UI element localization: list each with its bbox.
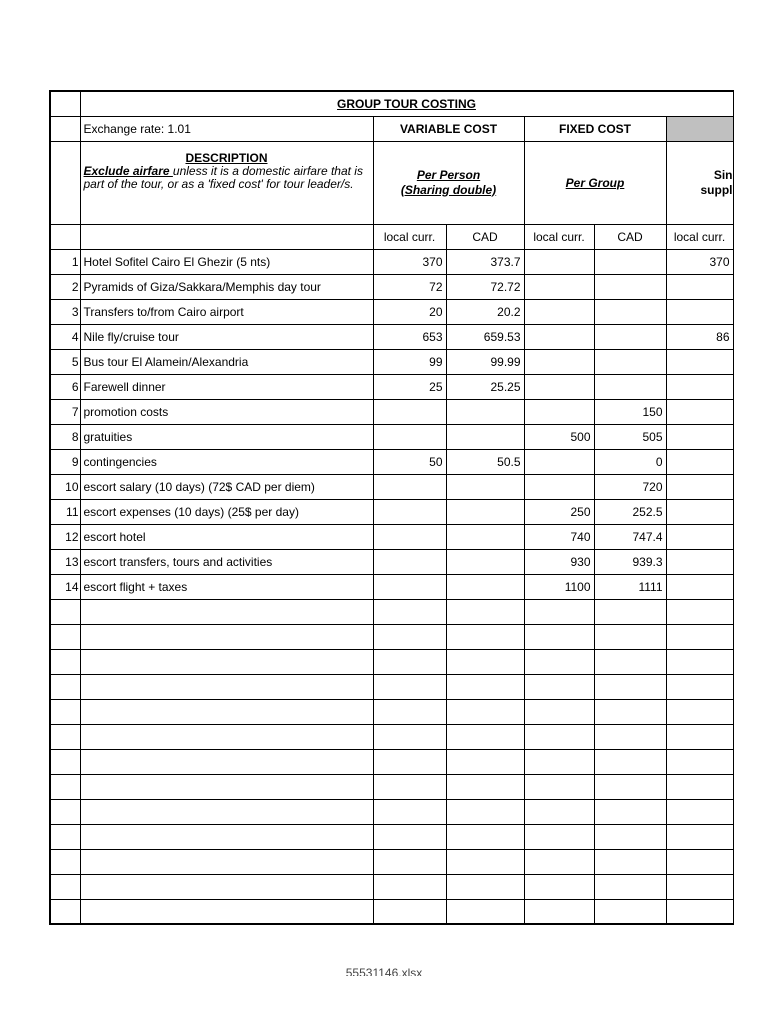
empty-cell[interactable] [80, 674, 373, 699]
per-person-local[interactable] [373, 549, 446, 574]
empty-cell[interactable] [373, 874, 446, 899]
sharing-double-label: (Sharing double) [400, 182, 497, 197]
empty-cell[interactable] [80, 699, 373, 724]
costing-table [49, 90, 734, 925]
empty-cell[interactable] [80, 899, 373, 924]
subheader-cad: CAD [594, 224, 666, 249]
single-label-line1: Sin [713, 167, 733, 182]
table-row [50, 424, 733, 449]
per-group-local[interactable]: 930 [524, 549, 594, 574]
per-person-cad[interactable] [446, 524, 524, 549]
empty-cell[interactable] [524, 874, 594, 899]
per-group-cad[interactable]: 0 [594, 449, 666, 474]
row-number[interactable]: 10 [50, 474, 80, 499]
per-person-local[interactable]: 99 [373, 349, 446, 374]
description-note: unless it is a domestic airfare that is part of the tour, or as a 'fixed cost' for tour leader/s. [83, 163, 363, 191]
single-supplement-local[interactable] [666, 524, 733, 549]
empty-cell[interactable] [446, 749, 524, 774]
per-group-local[interactable] [524, 449, 594, 474]
empty-cell[interactable] [666, 674, 733, 699]
empty-cell[interactable] [446, 849, 524, 874]
empty-cell[interactable] [666, 899, 733, 924]
empty-cell[interactable] [446, 899, 524, 924]
per-group-local[interactable]: 740 [524, 524, 594, 549]
empty-row [50, 774, 733, 799]
per-person-cad[interactable]: 72.72 [446, 274, 524, 299]
item-description[interactable]: contingencies [80, 449, 373, 474]
row-number[interactable]: 3 [50, 299, 80, 324]
empty-cell[interactable] [666, 824, 733, 849]
empty-cell[interactable] [594, 624, 666, 649]
item-description[interactable]: promotion costs [80, 399, 373, 424]
per-person-cad[interactable]: 20.2 [446, 299, 524, 324]
empty-cell[interactable] [80, 874, 373, 899]
per-person-local[interactable] [373, 524, 446, 549]
empty-cell[interactable] [594, 874, 666, 899]
per-person-cad[interactable] [446, 574, 524, 599]
empty-cell[interactable] [50, 724, 80, 749]
empty-cell[interactable] [373, 849, 446, 874]
empty-cell[interactable] [666, 699, 733, 724]
empty-cell[interactable] [80, 624, 373, 649]
empty-cell[interactable] [50, 824, 80, 849]
per-person-header [373, 141, 524, 224]
subheader-blank-cell [80, 224, 373, 249]
item-description[interactable]: gratuities [80, 424, 373, 449]
empty-cell[interactable] [373, 624, 446, 649]
sheet-title: GROUP TOUR COSTING [80, 91, 733, 116]
empty-cell[interactable] [594, 899, 666, 924]
table-row [50, 574, 733, 599]
empty-cell[interactable] [524, 749, 594, 774]
single-supplement-local[interactable] [666, 549, 733, 574]
single-label-line2: suppl [700, 182, 733, 197]
empty-cell[interactable] [50, 899, 80, 924]
per-person-cad[interactable]: 373.7 [446, 249, 524, 274]
empty-cell[interactable] [524, 599, 594, 624]
per-group-cad[interactable]: 1111 [594, 574, 666, 599]
empty-cell[interactable] [373, 699, 446, 724]
per-group-local[interactable] [524, 274, 594, 299]
empty-cell[interactable] [446, 774, 524, 799]
empty-row [50, 674, 733, 699]
single-supplement-local[interactable] [666, 374, 733, 399]
empty-cell[interactable] [80, 774, 373, 799]
empty-cell[interactable] [446, 799, 524, 824]
per-group-local[interactable]: 1100 [524, 574, 594, 599]
empty-cell[interactable] [524, 899, 594, 924]
empty-cell[interactable] [373, 799, 446, 824]
empty-row [50, 799, 733, 824]
per-person-label: Per Person [416, 167, 481, 182]
empty-cell[interactable] [524, 624, 594, 649]
empty-cell[interactable] [666, 874, 733, 899]
empty-cell[interactable] [50, 649, 80, 674]
row-number[interactable]: 4 [50, 324, 80, 349]
empty-row [50, 724, 733, 749]
per-person-local[interactable] [373, 574, 446, 599]
per-group-local[interactable] [524, 324, 594, 349]
per-group-cad[interactable] [594, 249, 666, 274]
empty-cell[interactable] [373, 649, 446, 674]
row-number[interactable]: 11 [50, 499, 80, 524]
row-number[interactable]: 7 [50, 399, 80, 424]
empty-cell[interactable] [446, 624, 524, 649]
empty-cell[interactable] [524, 849, 594, 874]
per-group-local[interactable]: 250 [524, 499, 594, 524]
single-supplement-local[interactable] [666, 424, 733, 449]
empty-cell[interactable] [666, 849, 733, 874]
row-index-cell [50, 224, 80, 249]
single-supplement-local[interactable] [666, 574, 733, 599]
row-number[interactable]: 5 [50, 349, 80, 374]
per-group-cad[interactable] [594, 299, 666, 324]
empty-cell[interactable] [80, 749, 373, 774]
empty-cell[interactable] [373, 824, 446, 849]
variable-cost-header: VARIABLE COST [373, 116, 524, 141]
single-supplement-local[interactable] [666, 449, 733, 474]
empty-cell[interactable] [50, 849, 80, 874]
table-row [50, 549, 733, 574]
row-number[interactable]: 13 [50, 549, 80, 574]
row-index-cell [50, 141, 80, 224]
empty-cell[interactable] [594, 799, 666, 824]
empty-row [50, 849, 733, 874]
per-group-cad[interactable]: 505 [594, 424, 666, 449]
empty-row [50, 649, 733, 674]
table-row [50, 299, 733, 324]
item-description[interactable]: Bus tour El Alamein/Alexandria [80, 349, 373, 374]
per-person-cad[interactable] [446, 549, 524, 574]
item-description[interactable]: Hotel Sofitel Cairo El Ghezir (5 nts) [80, 249, 373, 274]
empty-cell[interactable] [80, 599, 373, 624]
empty-cell[interactable] [524, 774, 594, 799]
table-row [50, 274, 733, 299]
per-person-local[interactable]: 25 [373, 374, 446, 399]
empty-row [50, 624, 733, 649]
per-person-local[interactable] [373, 499, 446, 524]
empty-cell[interactable] [50, 674, 80, 699]
row-index-cell [50, 116, 80, 141]
per-person-cad[interactable]: 99.99 [446, 349, 524, 374]
grey-header-cell [666, 116, 733, 141]
file-name-footer: 55531146.xlsx [345, 966, 423, 976]
per-person-cad[interactable] [446, 399, 524, 424]
per-person-local[interactable] [373, 474, 446, 499]
empty-cell[interactable] [373, 774, 446, 799]
empty-cell[interactable] [594, 749, 666, 774]
subheader-local-curr: local curr. [373, 224, 446, 249]
row-number[interactable]: 6 [50, 374, 80, 399]
empty-cell[interactable] [373, 599, 446, 624]
per-person-cad[interactable] [446, 499, 524, 524]
single-supplement-local[interactable] [666, 499, 733, 524]
per-person-local[interactable]: 370 [373, 249, 446, 274]
item-description[interactable]: escort expenses (10 days) (25$ per day) [80, 499, 373, 524]
item-description[interactable]: escort hotel [80, 524, 373, 549]
empty-cell[interactable] [446, 649, 524, 674]
empty-row [50, 749, 733, 774]
item-description[interactable]: Transfers to/from Cairo airport [80, 299, 373, 324]
empty-cell[interactable] [446, 699, 524, 724]
per-group-local[interactable] [524, 349, 594, 374]
empty-cell[interactable] [50, 774, 80, 799]
per-person-cad[interactable]: 50.5 [446, 449, 524, 474]
per-person-cad[interactable] [446, 424, 524, 449]
single-supplement-header [666, 141, 733, 224]
empty-cell[interactable] [50, 799, 80, 824]
per-group-cad[interactable] [594, 324, 666, 349]
empty-cell[interactable] [524, 824, 594, 849]
per-group-cad[interactable]: 747.4 [594, 524, 666, 549]
empty-row [50, 599, 733, 624]
empty-cell[interactable] [594, 724, 666, 749]
row-number[interactable]: 2 [50, 274, 80, 299]
empty-cell[interactable] [446, 824, 524, 849]
per-group-local[interactable] [524, 299, 594, 324]
empty-cell[interactable] [666, 724, 733, 749]
empty-cell[interactable] [594, 699, 666, 724]
item-description[interactable]: escort transfers, tours and activities [80, 549, 373, 574]
item-description[interactable]: escort salary (10 days) (72$ CAD per diem) [80, 474, 373, 499]
per-group-cad[interactable]: 252.5 [594, 499, 666, 524]
per-group-local[interactable]: 500 [524, 424, 594, 449]
single-supplement-local[interactable] [666, 299, 733, 324]
per-group-local[interactable] [524, 374, 594, 399]
empty-cell[interactable] [594, 674, 666, 699]
empty-cell[interactable] [446, 874, 524, 899]
empty-cell[interactable] [446, 724, 524, 749]
per-person-local[interactable]: 653 [373, 324, 446, 349]
per-group-cad[interactable]: 720 [594, 474, 666, 499]
item-description[interactable]: Farewell dinner [80, 374, 373, 399]
table-row [50, 399, 733, 424]
table-row [50, 474, 733, 499]
row-number[interactable]: 12 [50, 524, 80, 549]
per-group-local[interactable] [524, 399, 594, 424]
per-person-cad[interactable]: 25.25 [446, 374, 524, 399]
empty-cell[interactable] [50, 599, 80, 624]
empty-cell[interactable] [594, 649, 666, 674]
empty-cell[interactable] [666, 599, 733, 624]
empty-cell[interactable] [666, 799, 733, 824]
per-group-local[interactable] [524, 474, 594, 499]
empty-cell[interactable] [80, 799, 373, 824]
table-row [50, 324, 733, 349]
empty-cell[interactable] [373, 749, 446, 774]
per-person-local[interactable]: 20 [373, 299, 446, 324]
row-number[interactable]: 8 [50, 424, 80, 449]
table-row [50, 249, 733, 274]
table-row [50, 449, 733, 474]
empty-cell[interactable] [594, 849, 666, 874]
per-person-cad[interactable]: 659.53 [446, 324, 524, 349]
empty-cell[interactable] [373, 674, 446, 699]
empty-cell[interactable] [50, 874, 80, 899]
item-description[interactable]: Nile fly/cruise tour [80, 324, 373, 349]
per-group-cad[interactable]: 150 [594, 399, 666, 424]
empty-cell[interactable] [446, 599, 524, 624]
table-row [50, 499, 733, 524]
item-description[interactable]: Pyramids of Giza/Sakkara/Memphis day tour [80, 274, 373, 299]
single-supplement-local[interactable]: 370 [666, 249, 733, 274]
empty-cell[interactable] [50, 624, 80, 649]
empty-row [50, 824, 733, 849]
empty-cell[interactable] [373, 724, 446, 749]
row-number[interactable]: 9 [50, 449, 80, 474]
empty-cell[interactable] [666, 649, 733, 674]
per-person-cad[interactable] [446, 474, 524, 499]
empty-cell[interactable] [666, 749, 733, 774]
table-row [50, 374, 733, 399]
subheader-cad: CAD [446, 224, 524, 249]
per-group-cad[interactable] [594, 374, 666, 399]
empty-cell[interactable] [666, 624, 733, 649]
title-spacer-cell [50, 91, 80, 116]
per-group-label: Per Group [565, 175, 625, 190]
empty-cell[interactable] [373, 899, 446, 924]
row-number[interactable]: 14 [50, 574, 80, 599]
empty-row [50, 699, 733, 724]
empty-cell[interactable] [524, 649, 594, 674]
subheader-local-curr: local curr. [524, 224, 594, 249]
empty-cell[interactable] [80, 649, 373, 674]
per-group-local[interactable] [524, 249, 594, 274]
single-supplement-local[interactable] [666, 274, 733, 299]
description-header [80, 141, 373, 224]
empty-cell[interactable] [80, 849, 373, 874]
per-person-local[interactable] [373, 399, 446, 424]
item-description[interactable]: escort flight + taxes [80, 574, 373, 599]
per-group-header [524, 141, 666, 224]
empty-cell[interactable] [50, 749, 80, 774]
empty-cell[interactable] [594, 824, 666, 849]
per-group-cad[interactable] [594, 274, 666, 299]
empty-cell[interactable] [524, 699, 594, 724]
per-person-local[interactable] [373, 424, 446, 449]
empty-cell[interactable] [50, 699, 80, 724]
empty-cell[interactable] [524, 724, 594, 749]
per-group-cad[interactable] [594, 349, 666, 374]
description-title: DESCRIPTION [185, 150, 268, 165]
empty-row [50, 899, 733, 924]
exchange-rate[interactable]: Exchange rate: 1.01 [80, 116, 373, 141]
description-emphasis: Exclude airfare [83, 163, 173, 178]
per-person-local[interactable]: 72 [373, 274, 446, 299]
fixed-cost-header: FIXED COST [524, 116, 666, 141]
empty-cell[interactable] [594, 599, 666, 624]
empty-cell[interactable] [524, 674, 594, 699]
table-row [50, 524, 733, 549]
empty-cell[interactable] [594, 774, 666, 799]
row-number[interactable]: 1 [50, 249, 80, 274]
single-supplement-local[interactable] [666, 399, 733, 424]
empty-cell[interactable] [80, 724, 373, 749]
empty-cell[interactable] [80, 824, 373, 849]
subheader-local-curr: local curr. [666, 224, 733, 249]
per-group-cad[interactable]: 939.3 [594, 549, 666, 574]
empty-row [50, 874, 733, 899]
per-person-local[interactable]: 50 [373, 449, 446, 474]
single-supplement-local[interactable] [666, 474, 733, 499]
single-supplement-local[interactable] [666, 349, 733, 374]
single-supplement-local[interactable]: 86 [666, 324, 733, 349]
empty-cell[interactable] [524, 799, 594, 824]
empty-cell[interactable] [446, 674, 524, 699]
empty-cell[interactable] [666, 774, 733, 799]
table-row [50, 349, 733, 374]
